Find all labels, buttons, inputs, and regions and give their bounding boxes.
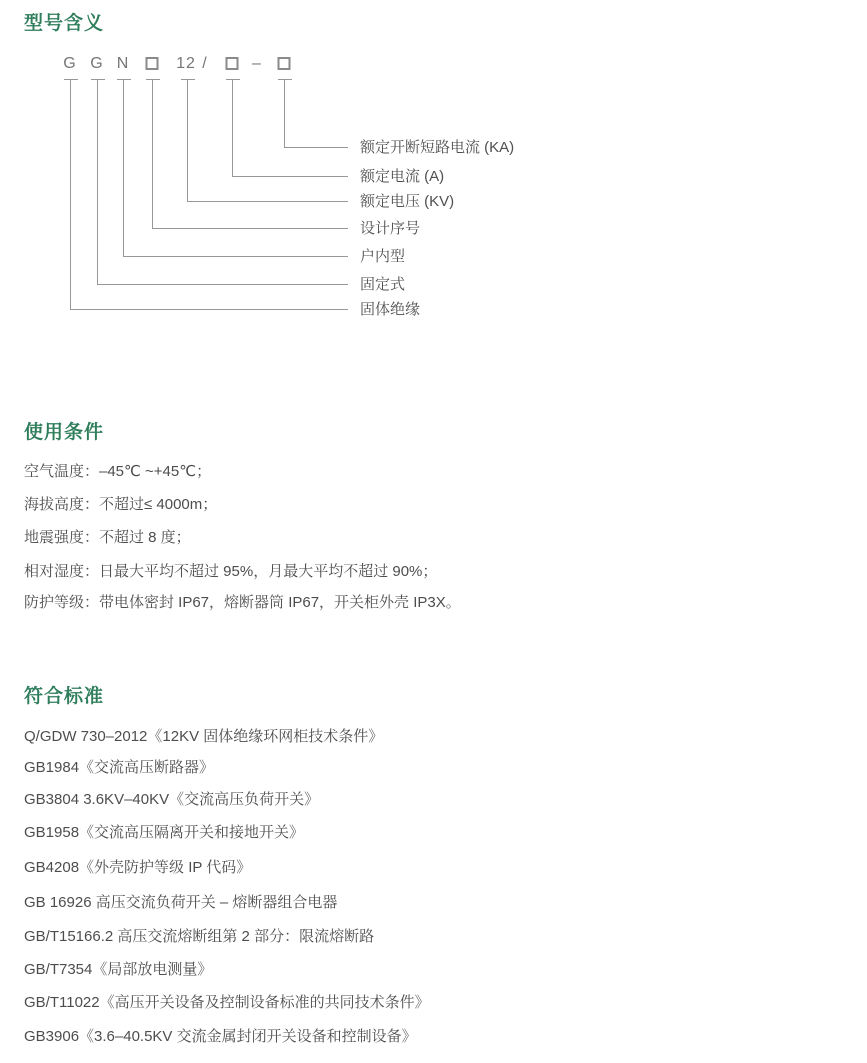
model-code-part: / [202,55,208,72]
standard-item: GB3804 3.6KV–40KV《交流高压负荷开关》 [24,791,320,808]
model-code-placeholder-box [226,57,239,70]
model-label: 固定式 [360,276,406,293]
condition-item: 相对湿度：日最大平均不超过 95%，月最大平均不超过 90%； [24,563,438,580]
model-code-part: G [90,55,104,72]
model-label: 设计序号 [360,220,421,237]
standard-item: GB/T15166.2 高压交流熔断组第 2 部分：限流熔断路 [24,928,375,945]
standard-item: GB/T11022《高压开关设备及控制设备标准的共同技术条件》 [24,994,430,1011]
model-label: 额定电压 (KV) [360,193,455,210]
section-title-model-meaning: 型号含义 [24,13,105,34]
model-code-part: – [252,55,262,72]
standard-item: GB/T7354《局部放电测量》 [24,961,213,978]
model-label: 额定电流 (A) [360,168,445,185]
condition-item: 空气温度：–45℃ ~+45℃； [24,463,212,480]
model-code-part: N [116,55,130,72]
standard-item: GB1958《交流高压隔离开关和接地开关》 [24,824,305,841]
section-title-usage-conditions: 使用条件 [24,422,105,443]
standard-item: GB 16926 高压交流负荷开关 – 熔断器组合电器 [24,894,338,911]
model-code-placeholder-box [146,57,159,70]
model-label: 固体绝缘 [360,301,421,318]
section-title-standards: 符合标准 [24,686,105,707]
model-code-part: 12 [176,55,196,72]
model-label: 户内型 [360,248,406,265]
connector-line [70,80,348,310]
model-label: 额定开断短路电流 (KA) [360,139,515,156]
standard-item: Q/GDW 730–2012《12KV 固体绝缘环网柜技术条件》 [24,728,384,745]
standard-item: GB4208《外壳防护等级 IP 代码》 [24,859,252,876]
standard-item: GB1984《交流高压断路器》 [24,759,215,776]
condition-item: 地震强度：不超过 8 度； [24,529,191,546]
model-code-placeholder-box [278,57,291,70]
condition-item: 防护等级：带电体密封 IP67，熔断器筒 IP67，开关柜外壳 IP3X。 [24,594,461,611]
condition-item: 海拔高度：不超过≤ 4000m； [24,496,218,513]
model-code-part: G [63,55,77,72]
standard-item: GB3906《3.6–40.5KV 交流金属封闭开关设备和控制设备》 [24,1028,417,1045]
